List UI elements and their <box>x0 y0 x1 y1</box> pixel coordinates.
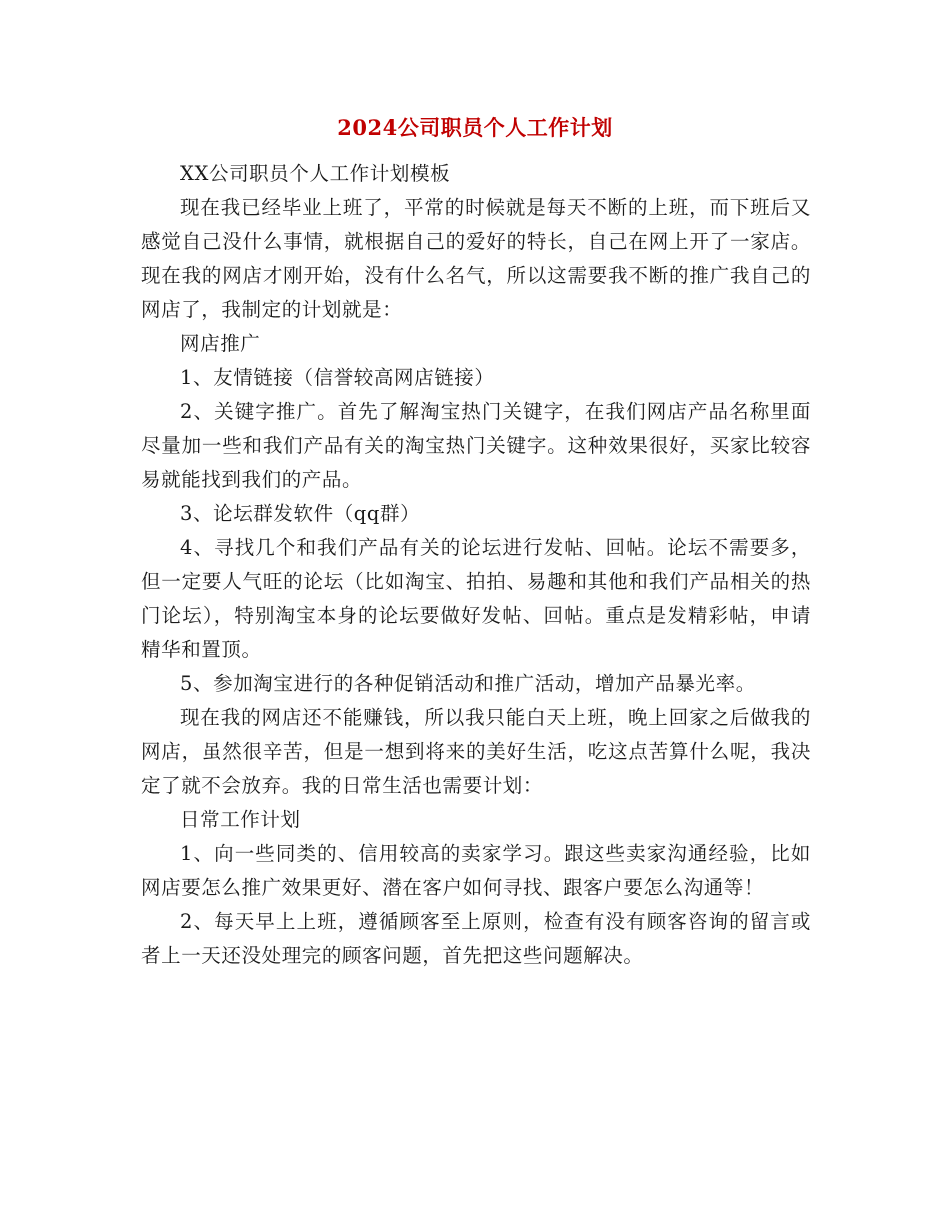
section-heading-daily-plan: 日常工作计划 <box>180 808 301 831</box>
paragraph-intro: 现在我已经毕业上班了，平常的时候就是每天不断的上班，而下班后又感觉自己没什么事情，就根据自己的爱好的特长，自己在网上开了一家店。现在我的网店才刚开始，没有什么名气，所以这需要我不断的推广我自己的网店了，我制定的计划就是： <box>141 196 811 321</box>
paragraph-subtitle: XX公司职员个人工作计划模板 <box>180 162 451 185</box>
document-body <box>141 157 811 973</box>
paragraph-item-5: 5、参加淘宝进行的各种促销活动和推广活动，增加产品暴光率。 <box>180 672 756 695</box>
paragraph-daily-item-2: 2、每天早上上班，遵循顾客至上原则，检查有没有顾客咨询的留言或者上一天还没处理完的顾客问题，首先把这些问题解决。 <box>141 910 811 967</box>
document-title: 2024公司职员个人工作计划 <box>337 115 613 140</box>
section-heading-shop-promotion: 网店推广 <box>180 332 261 355</box>
paragraph-daily-item-1: 1、向一些同类的、信用较高的卖家学习。跟这些卖家沟通经验，比如网店要怎么推广效果更好、潜在客户如何寻找、跟客户要怎么沟通等！ <box>141 842 811 899</box>
paragraph-item-2: 2、关键字推广。首先了解淘宝热门关键字，在我们网店产品名称里面尽量加一些和我们产品有关的淘宝热门关键字。这种效果很好，买家比较容易就能找到我们的产品。 <box>141 400 811 491</box>
paragraph-item-4: 4、寻找几个和我们产品有关的论坛进行发帖、回帖。论坛不需要多，但一定要人气旺的论坛（比如淘宝、拍拍、易趣和其他和我们产品相关的热门论坛），特别淘宝本身的论坛要做好发帖、回帖。重点是发精彩帖，申请精华和置顶。 <box>141 536 811 661</box>
paragraph-daily-life: 现在我的网店还不能赚钱，所以我只能白天上班，晚上回家之后做我的网店，虽然很辛苦，但是一想到将来的美好生活，吃这点苦算什么呢，我决定了就不会放弃。我的日常生活也需要计划： <box>141 706 811 797</box>
paragraph-item-1: 1、友情链接（信誉较高网店链接） <box>180 366 495 389</box>
paragraph-item-3: 3、论坛群发软件（qq群） <box>180 502 421 525</box>
